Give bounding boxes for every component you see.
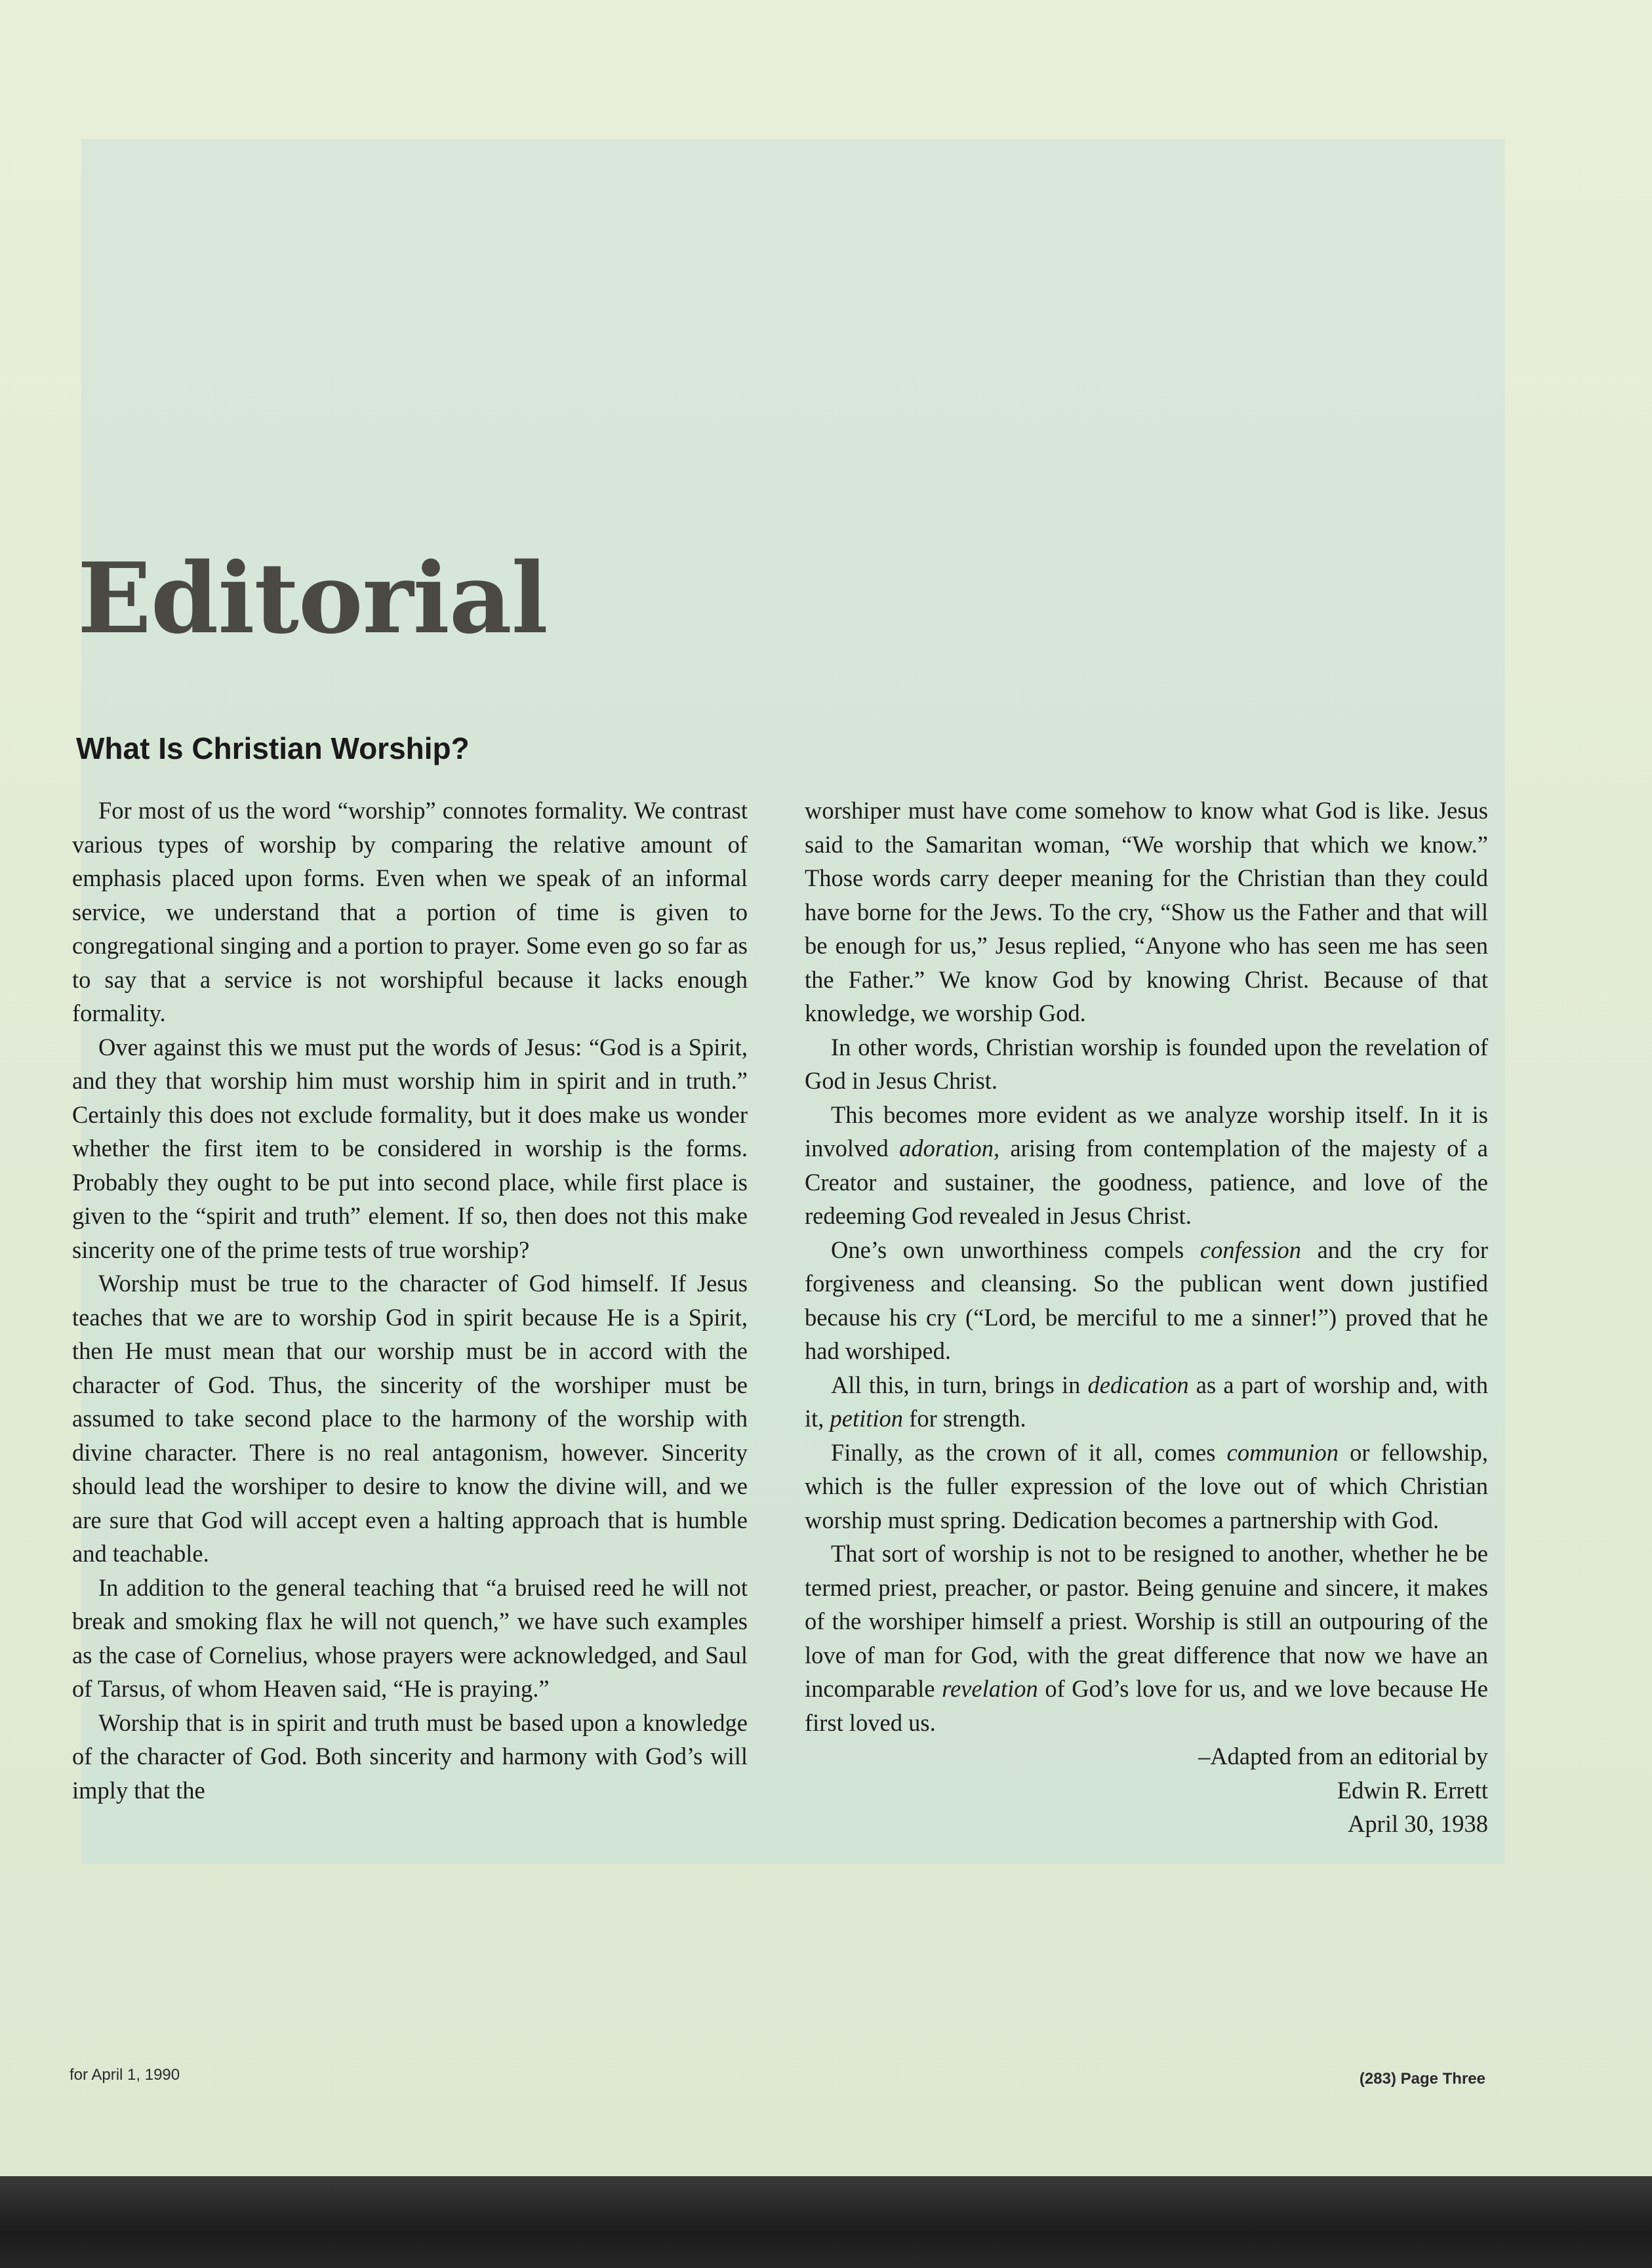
attribution-line: –Adapted from an editorial by [1198,1743,1488,1770]
paragraph [805,1436,1488,1537]
paragraph [805,1537,1488,1739]
emphasis-communion: communion [1226,1438,1339,1466]
author-name: Edwin R. Errett [1337,1776,1488,1804]
right-text-column [805,794,1488,1841]
left-text-column [72,794,748,1807]
text-run: and the cry for forgiveness and cleansing. So the publican went down justified because his cry (“Lord, be merciful to me a sinner!”) proved that he had worshiped. [805,1236,1488,1364]
text-run: as a part of worship and, with it, [805,1371,1488,1432]
paragraph: In addition to the general teaching that “a bruised reed he will not break and smoking flax he will not quench,” we have such examples as the case of Cornelius, whose prayers were acknowledged, and Saul of Tarsus, of whom Heaven said, “He is praying.” [72,1573,748,1702]
paragraph: For most of us the word “worship” connotes formality. We contrast various types of worship by comparing the relative amount of emphasis placed upon forms. Even when we speak of an informal service, we understand that a portion of time is given to congregational singing and a portion to prayer. Some even go so far as to say that a service is not worshipful because it lacks enough formality. [72,797,748,1026]
text-run: One’s own unworthiness compels [831,1236,1200,1263]
paragraph: worshiper must have come somehow to know what God is like. Jesus said to the Samaritan woman, “We worship that which we know.” Those words carry deeper meaning for the Christian than they could have borne for the Jews. To the cry, “Show us the Father and that will be enough for us,” Jesus replied, “Anyone who has seen me has seen the Father.” We know God by knowing Christ. Because of that knowledge, we worship God. [805,797,1488,1026]
page-number-footer: (283) Page Three [1359,2070,1485,2088]
text-run: arising from contemplation of the majesty of a Creator and sustainer, the goodness, patience, and love of the redeeming God revealed in Jesus Christ. [805,1135,1488,1229]
page-edge-shadow [0,2176,1652,2268]
attribution-block [805,1739,1488,1841]
emphasis-confession: confession [1199,1236,1301,1263]
article-title: What Is Christian Worship? [76,731,470,765]
text-run: of God’s love for us, and we love because He first loved us. [805,1675,1488,1736]
paragraph: In other words, Christian worship is founded upon the revelation of God in Jesus Christ. [805,1033,1488,1094]
paragraph: Worship must be true to the character of God himself. If Jesus teaches that we are to worship God in spirit because He is a Spirit, then He must mean that our worship must be in accord with the character of God. Thus, the sincerity of the worshiper must be assumed to take second place to the harmony of the worship with divine character. There is no real antagonism, however. Sincerity should lead the worshiper to desire to know the divine will, and we are sure that God will accept even a halting approach that is humble and teachable. [72,1270,748,1567]
text-run: for strength. [903,1405,1026,1432]
emphasis-petition: petition [830,1405,904,1432]
emphasis-dedication: dedication [1087,1371,1189,1398]
emphasis-adoration: adoration, [899,1135,1000,1162]
section-heading: Editorial [77,541,548,655]
paragraph [805,1098,1488,1233]
text-run: This becomes more evident as we analyze worship itself. In it is involved [805,1101,1488,1162]
emphasis-revelation: revelation [942,1675,1038,1702]
text-run: or fellowship, which is the fuller expression of the love out of which Christian worship must spring. Dedication becomes a partnership with God. [805,1438,1488,1533]
attribution-date: April 30, 1938 [1348,1810,1488,1837]
text-run: Finally, as the crown of it all, comes [831,1438,1227,1466]
text-run: All this, in turn, brings in [831,1371,1088,1398]
paragraph: Over against this we must put the words of Jesus: “God is a Spirit, and they that worship him must worship him in spirit and in truth.” Certainly this does not exclude formality, but it does make us wonder whether the first item to be considered in worship is the forms. Probably they ought to be put into second place, while first place is given to the “spirit and truth” element. If so, then does not this make sincerity one of the prime tests of true worship? [72,1033,748,1263]
paragraph [805,1368,1488,1436]
issue-date-footer: for April 1, 1990 [70,2066,180,2084]
paragraph: Worship that is in spirit and truth must be based upon a knowledge of the character of God. Both sincerity and harmony with God’s will imply that the [72,1709,748,1804]
paragraph [805,1233,1488,1368]
text-run: That sort of worship is not to be resigned to another, whether he be termed priest, preacher, or pastor. Being genuine and sincere, it makes of the worshiper himself a priest. Worship is still an outpouring of the love of man for God, with the great difference that now we have an incomparable [805,1540,1488,1702]
